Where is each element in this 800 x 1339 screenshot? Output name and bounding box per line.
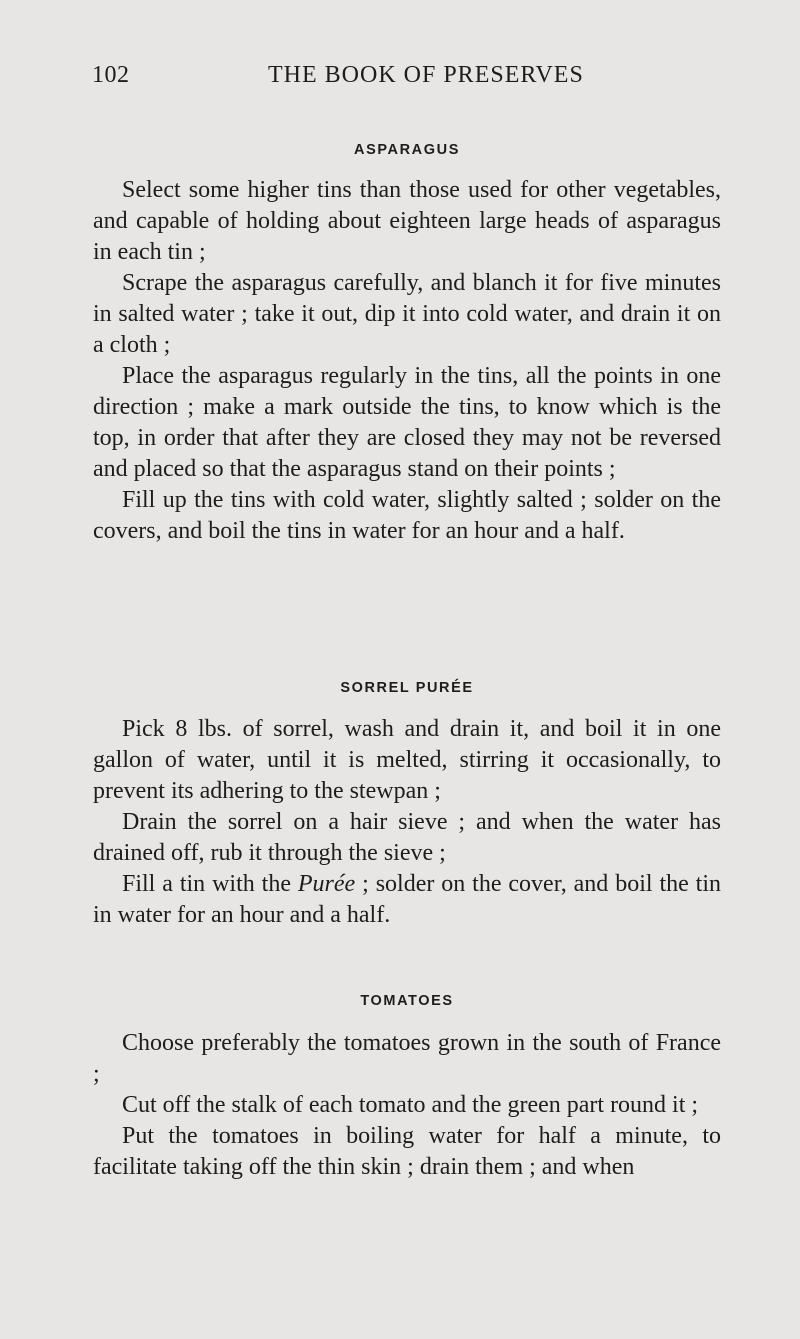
paragraph: Scrape the asparagus carefully, and blanch it for five minutes in salted water ; take it out, dip it into cold water, and drain it on a cloth ; <box>93 270 721 358</box>
paragraph: Drain the sorrel on a hair sieve ; and when the water has drained off, rub it through the sieve ; <box>93 809 721 866</box>
section-heading: ASPARAGUS <box>354 142 460 158</box>
paragraph: Cut off the stalk of each tomato and the green part round it ; <box>122 1092 699 1118</box>
paragraph: Fill a tin with the Purée ; solder on the cover, and boil the tin in water for an hour and a half. <box>93 871 722 928</box>
paragraph: Select some higher tins than those used for other vegetables, and capable of holding about eighteen large heads of asparagus in each tin ; <box>93 177 721 265</box>
italic-term: Purée <box>297 871 356 897</box>
section-tomatoes <box>93 993 721 1183</box>
paragraph: Fill up the tins with cold water, slightly salted ; solder on the covers, and boil the tins in water for an hour and a half. <box>93 487 721 544</box>
paragraph: Choose preferably the tomatoes grown in the south of France ; <box>93 1030 721 1087</box>
paragraph: Place the asparagus regularly in the tins, all the points in one direction ; make a mark outside the tins, to know which is the top, in order that after they are closed they may not be reversed and placed so that the asparagus stand on their points ; <box>93 363 721 482</box>
section-sorrel-puree <box>93 680 721 931</box>
page-number: 102 <box>92 62 130 88</box>
running-head <box>92 62 712 94</box>
paragraph: Pick 8 lbs. of sorrel, wash and drain it, and boil it in one gallon of water, until it is melted, stirring it occasionally, to prevent its adhering to the stewpan ; <box>93 716 721 804</box>
book-title: THE BOOK OF PRESERVES <box>268 62 584 88</box>
section-heading: TOMATOES <box>360 993 454 1009</box>
section-asparagus <box>93 142 721 547</box>
section-heading: SORREL PURÉE <box>340 680 474 696</box>
paragraph: Put the tomatoes in boiling water for half a minute, to facilitate taking off the thin skin ; drain them ; and when <box>93 1123 721 1180</box>
